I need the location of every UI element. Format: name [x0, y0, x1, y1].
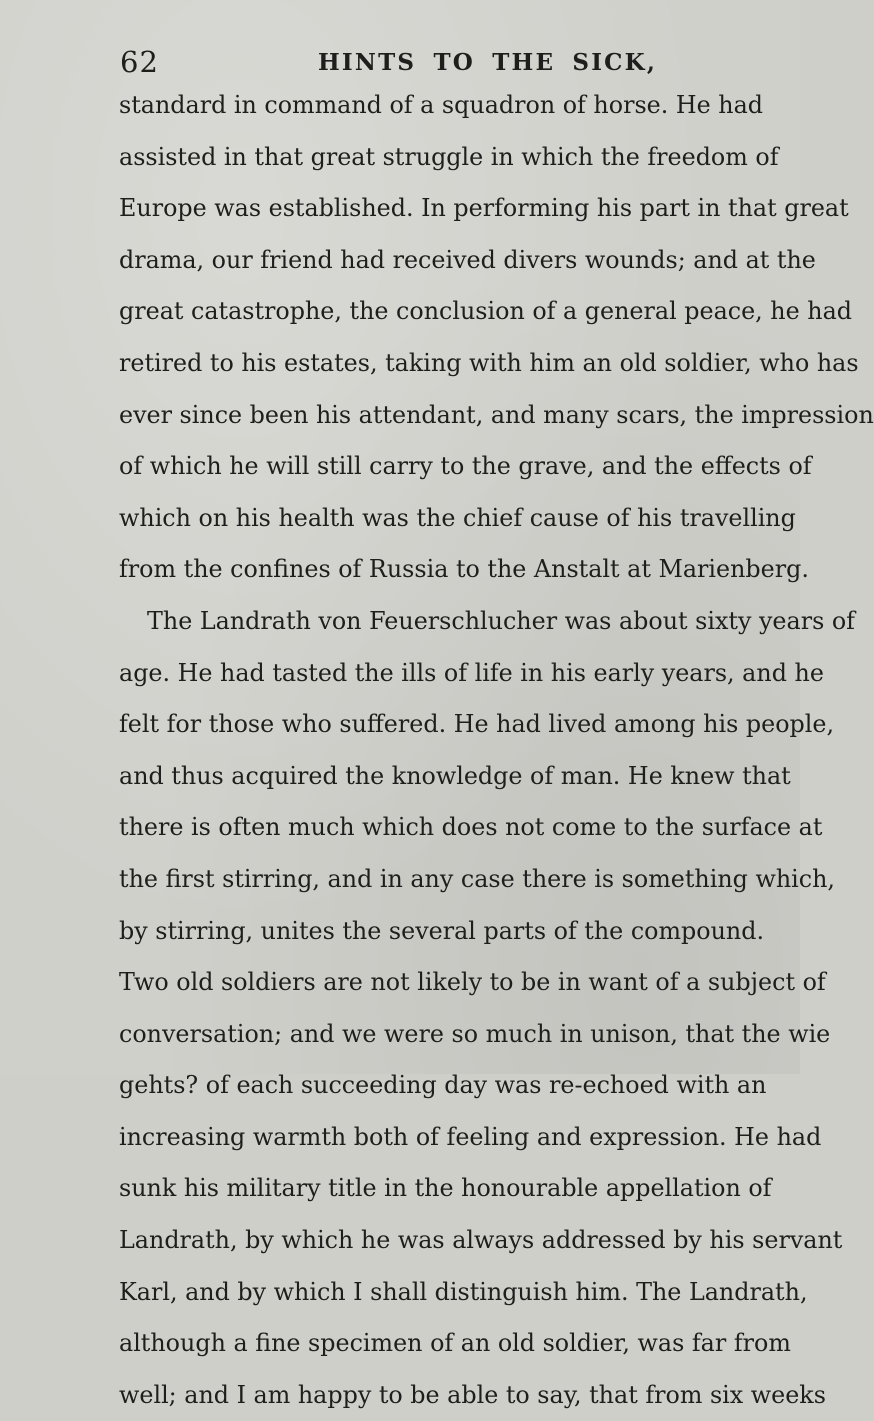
text-line: Karl, and by which I shall distinguish him. The Landrath, [119, 1277, 808, 1306]
text-line: gehts? of each succeeding day was re-echoed with an [119, 1071, 767, 1100]
text-line: there is often much which does not come to the surface at [119, 813, 823, 842]
text-line: sunk his military title in the honourable appellation of [119, 1174, 772, 1203]
text-line: and thus acquired the knowledge of man. He knew that [119, 761, 791, 790]
text-line: age. He had tasted the ills of life in his early years, and he [119, 658, 824, 687]
text-line: felt for those who suffered. He had lived among his people, [119, 710, 835, 739]
text-line: standard in command of a squadron of horse. He had [119, 91, 764, 119]
text-line: from the confines of Russia to the Anstalt at Marienberg. [119, 555, 809, 584]
text-line: ever since been his attendant, and many scars, the impression [119, 400, 874, 429]
page-header [0, 44, 800, 84]
text-line: Europe was established. In performing his part in that great [119, 194, 849, 223]
text-line: which on his health was the chief cause of his travelling [119, 503, 796, 532]
text-line: Landrath, by which he was always addressed by his servant [119, 1226, 843, 1255]
page-number: 62 [120, 45, 159, 79]
text-line: conversation; and we were so much in unison, that the wie [119, 1019, 831, 1048]
text-line: the first stirring, and in any case there is something which, [119, 864, 835, 893]
text-line: increasing warmth both of feeling and expression. He had [119, 1122, 822, 1151]
text-line: assisted in that great struggle in which the freedom of [119, 142, 779, 171]
text-line: by stirring, unites the several parts of the compound. [119, 916, 765, 945]
text-line: retired to his estates, taking with him an old soldier, who has [119, 348, 859, 377]
body-text [119, 80, 874, 1421]
text-line: drama, our friend had received divers wounds; and at the [119, 245, 816, 274]
text-line: although a fine specimen of an old soldier, was far from [119, 1329, 791, 1358]
text-line: Two old soldiers are not likely to be in want of a subject of [119, 968, 826, 997]
text-line: great catastrophe, the conclusion of a general peace, he had [119, 297, 853, 326]
running-head: HINTS TO THE SICK, [318, 49, 658, 76]
text-line: well; and I am happy to be able to say, that from six weeks [119, 1380, 826, 1409]
text-line: of which he will still carry to the grave, and the effects of [119, 452, 812, 481]
paragraph-start-line: The Landrath von Feuerschlucher was about sixty years of [147, 606, 855, 635]
